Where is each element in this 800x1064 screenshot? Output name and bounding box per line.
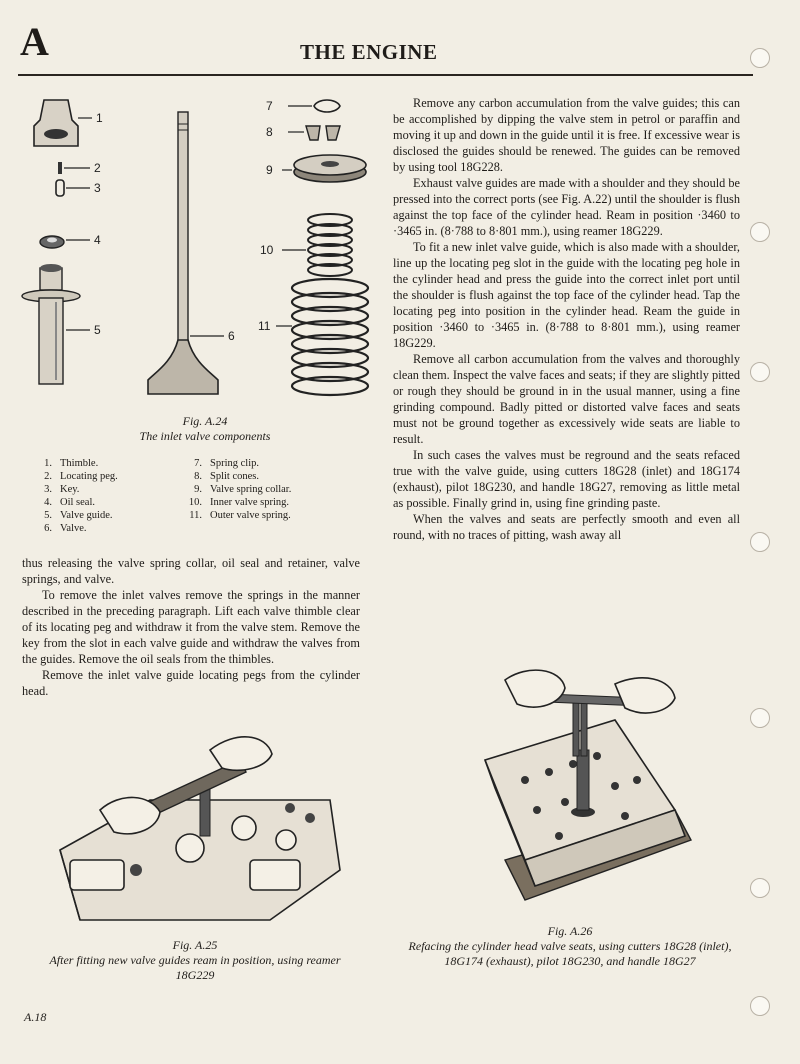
valve-drawing bbox=[148, 112, 224, 394]
spring-clip-drawing bbox=[288, 100, 340, 112]
callout-11: 11 bbox=[258, 319, 271, 333]
paragraph: Exhaust valve guides are made with a shoulder and they should be pressed into the correct ports (see Fig. A.22) until the shoulder is flush against the top face of the cylinder head. Ream in position ·3460 to ·3465 in. (8·788 to 8·801 mm.), using reamer 18G229. bbox=[393, 176, 740, 238]
legend-item: 11. Outer valve spring. bbox=[189, 510, 291, 521]
outer-valve-spring-drawing bbox=[276, 279, 368, 395]
fig24-legend-left bbox=[30, 457, 180, 535]
right-column-text bbox=[393, 95, 740, 543]
callout-8: 8 bbox=[266, 125, 273, 139]
thimble-drawing bbox=[34, 100, 92, 146]
legend-item: 6. Valve. bbox=[44, 523, 87, 534]
paragraph: Remove any carbon accumulation from the valve guides; this can be accomplished by dipping the valve stem in petrol or paraffin and moving it up and down in the guide until it is free. If excessive wear is disclosed the guides should be renewed. The guides can be removed by using tool 18G228. bbox=[393, 96, 740, 174]
paragraph: When the valves and seats are perfectly smooth and even all round, with no traces of pitting, wash away all bbox=[393, 512, 740, 542]
legend-item: 4. Oil seal. bbox=[44, 497, 95, 508]
legend-item: 7. Spring clip. bbox=[194, 458, 259, 469]
legend-item: 8. Split cones. bbox=[194, 471, 259, 482]
page-title: THE ENGINE bbox=[300, 40, 438, 64]
paragraph: Remove all carbon accumulation from the valves and thoroughly clean them. Inspect the valve faces and seats; if they are slightly pitted or rough they should be ground in in the usual manner, using a fine grinding compound. Badly pitted or distorted valve faces and seats must not be ground together as excessively wide seats are liable to result. bbox=[393, 352, 740, 446]
header-rule bbox=[18, 74, 753, 76]
callout-10: 10 bbox=[260, 243, 274, 257]
callout-4: 4 bbox=[94, 233, 101, 247]
binder-hole-icon bbox=[750, 878, 770, 898]
split-cones-drawing bbox=[288, 126, 340, 140]
reaming-valve-guide-illustration bbox=[40, 720, 350, 932]
fig24-legend-right bbox=[180, 457, 350, 522]
legend-item: 5. Valve guide. bbox=[44, 510, 113, 521]
refacing-valve-seats-illustration bbox=[465, 660, 715, 920]
fig26-number: Fig. A.26 bbox=[547, 924, 593, 938]
locating-peg-drawing bbox=[58, 162, 90, 174]
binder-hole-icon bbox=[750, 708, 770, 728]
valve-guide-drawing bbox=[22, 264, 90, 384]
legend-item: 2. Locating peg. bbox=[44, 471, 118, 482]
binder-hole-icon bbox=[750, 48, 770, 68]
section-letter: A bbox=[20, 19, 50, 64]
oil-seal-drawing bbox=[40, 236, 90, 248]
fig26-caption bbox=[400, 924, 740, 969]
valve-spring-collar-drawing bbox=[282, 155, 366, 182]
paragraph: thus releasing the valve spring collar, oil seal and retainer, valve springs, and valve. bbox=[22, 556, 360, 586]
paragraph: In such cases the valves must be reground and the seats refaced true with the valve guide, using cutters 18G28 (inlet) and 18G174 (exhaust), pilot 18G230, and handle 18G27, removing as little metal as possible. Finally grind in, using fine grinding paste. bbox=[393, 448, 740, 510]
binder-hole-icon bbox=[750, 996, 770, 1016]
fig26-text: Refacing the cylinder head valve seats, using cutters 18G28 (inlet), 18G174 (exhaust), pilot 18G230, and handle 18G27 bbox=[408, 939, 732, 968]
callout-1: 1 bbox=[96, 111, 103, 125]
fig25-text: After fitting new valve guides ream in position, using reamer 18G229 bbox=[49, 953, 341, 982]
legend-item: 9. Valve spring collar. bbox=[194, 484, 292, 495]
binder-hole-icon bbox=[750, 362, 770, 382]
fig25-number: Fig. A.25 bbox=[172, 938, 218, 952]
paragraph: Remove the inlet valve guide locating pegs from the cylinder head. bbox=[22, 668, 360, 698]
key-drawing bbox=[56, 180, 90, 196]
binder-hole-icon bbox=[750, 222, 770, 242]
inlet-valve-components-illustration bbox=[20, 90, 370, 408]
callout-6: 6 bbox=[228, 329, 235, 343]
legend-item: 1. Thimble. bbox=[44, 458, 99, 469]
fig25-caption bbox=[30, 938, 360, 983]
binder-hole-icon bbox=[750, 532, 770, 552]
page-number: A.18 bbox=[24, 1010, 47, 1024]
paragraph: To remove the inlet valves remove the springs in the manner described in the preceding paragraph. Lift each valve thimble clear of its locating peg and withdraw it from the valve stem. Remove the key from the slot in each valve guide and withdraw the valves from the guides. Remove the oil seals from the thimbles. bbox=[22, 588, 360, 666]
callout-5: 5 bbox=[94, 323, 101, 337]
callout-9: 9 bbox=[266, 163, 273, 177]
fig24-title: The inlet valve components bbox=[139, 429, 271, 443]
legend-item: 3. Key. bbox=[44, 484, 80, 495]
callout-3: 3 bbox=[94, 181, 101, 195]
callout-2: 2 bbox=[94, 161, 101, 175]
left-column-text bbox=[22, 555, 360, 699]
paragraph: To fit a new inlet valve guide, which is also made with a shoulder, line up the locating peg slot in the guide with the locating peg hole in the cylinder head and press the guide into the correct inlet port until the shoulder is flush against the top face of the cylinder head. Tap the locating peg into position in the cylinder head. Ream the guide in position ·3460 to ·3465 in. (8·788 to 8·801 mm.), using reamer 18G229. bbox=[393, 240, 740, 350]
callout-7: 7 bbox=[266, 99, 273, 113]
fig24-caption bbox=[40, 414, 370, 444]
inner-valve-spring-drawing bbox=[282, 214, 352, 276]
legend-item: 10. Inner valve spring. bbox=[188, 497, 290, 508]
fig24-number: Fig. A.24 bbox=[182, 414, 228, 428]
